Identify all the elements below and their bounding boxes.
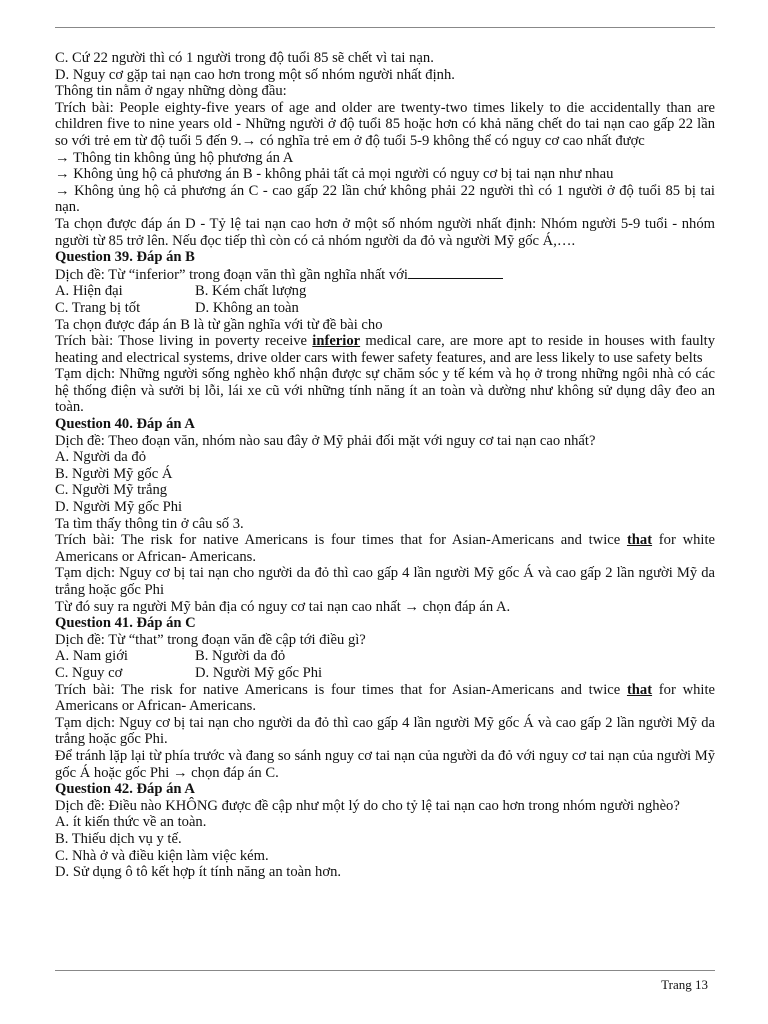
- page-number: Trang 13: [661, 977, 708, 992]
- question-prompt: [55, 266, 715, 284]
- paragraph: Trích bài: People eighty-five years of age and older are twenty-two times likely to die accidentally than are children five to nine years old - Những người ở độ tuổi 85 hoặc hơn có khả năng chết do tai nạn cao gấp 22 lần so với trẻ em từ độ tuổi 5 đến 9.→ có nghĩa trẻ em ở độ tuổi 5-9 không thể có nguy cơ cao nhất được: [55, 99, 715, 149]
- excerpt-text: for white Americans or African- Americans.: [55, 532, 715, 565]
- paragraph: Ta tìm thấy thông tin ở câu số 3.: [55, 515, 244, 532]
- document-body: [55, 50, 715, 881]
- question-prompt: Dịch đề: Từ “that” trong đoạn văn đề cập tới điều gì?: [55, 631, 366, 648]
- paragraph: Thông tin nằm ở ngay những dòng đầu:: [55, 83, 287, 100]
- excerpt: [55, 333, 715, 366]
- highlighted-word: that: [626, 681, 653, 698]
- translation: Tạm dịch: Những người sống nghèo khổ nhận được sự chăm sóc y tế kém và họ ở trong những ngôi nhà có các hệ thống điện và sưởi bị lỗi, lái xe cũ với những tính năng ít an toàn và dường như không sử dụng dây đeo an toàn.: [55, 366, 715, 416]
- option-c: C. Nhà ở và điều kiện làm việc kém.: [55, 847, 269, 864]
- option-d: D. Sử dụng ô tô kết hợp ít tính năng an toàn hơn.: [55, 864, 342, 881]
- excerpt-text: Trích bài: Those living in poverty receive: [55, 333, 313, 350]
- paragraph: Để tránh lặp lại từ phía trước và đang so sánh nguy cơ tai nạn của người da đỏ với nguy cơ tai nạn của người Mỹ gốc Á hoặc gốc Phi → chọn đáp án C.: [55, 747, 715, 781]
- option-b: B. Người da đỏ: [195, 648, 286, 665]
- option-d: D. Người Mỹ gốc Phi: [195, 664, 323, 681]
- paragraph: → Thông tin không ủng hộ phương án A: [55, 149, 294, 166]
- header-rule: [55, 27, 715, 28]
- highlighted-word: inferior: [312, 333, 361, 350]
- paragraph: Ta chọn được đáp án D - Tỷ lệ tai nạn cao hơn ở một số nhóm người nhất định: Nhóm người 5-9 tuổi - nhóm người từ 85 trở lên. Nếu đọc tiếp thì còn có cả nhóm người da đỏ và người Mỹ gốc Á,….: [55, 215, 715, 249]
- highlighted-word: that: [626, 532, 653, 549]
- footer-rule: [55, 970, 715, 971]
- question-prompt: Dịch đề: Điều nào KHÔNG được đề cập như một lý do cho tỷ lệ tai nạn cao hơn trong nhóm người nghèo?: [55, 797, 680, 814]
- answer-blank: [408, 266, 503, 279]
- paragraph: → Không ủng hộ cả phương án B - không phải tất cả mọi người có nguy cơ bị tai nạn như nhau: [55, 166, 614, 183]
- option-c: C. Trang bị tốt: [55, 299, 141, 316]
- question-prompt: Dịch đề: Theo đoạn văn, nhóm nào sau đây ở Mỹ phải đối mặt với nguy cơ tai nạn cao nhất?: [55, 432, 596, 449]
- paragraph: Từ đó suy ra người Mỹ bản địa có nguy cơ tai nạn cao nhất → chọn đáp án A.: [55, 598, 511, 615]
- question-heading: Question 42. Đáp án A: [55, 781, 195, 798]
- question-heading: Question 39. Đáp án B: [55, 249, 195, 266]
- option-a: A. ít kiến thức về an toàn.: [55, 814, 207, 831]
- option-c: C. Người Mỹ trắng: [55, 482, 168, 499]
- option-line: C. Cứ 22 người thì có 1 người trong độ tuổi 85 sẽ chết vì tai nạn.: [55, 50, 434, 66]
- option-b: B. Người Mỹ gốc Á: [55, 465, 173, 482]
- excerpt: [55, 532, 715, 565]
- options-row: [55, 283, 715, 300]
- option-a: A. Người da đỏ: [55, 449, 147, 466]
- excerpt: [55, 682, 715, 715]
- prompt-text: Dịch đề: Từ “inferior” trong đoạn văn thì gần nghĩa nhất với: [55, 266, 408, 283]
- option-line: D. Nguy cơ gặp tai nạn cao hơn trong một số nhóm người nhất định.: [55, 66, 455, 83]
- paragraph: → Không ủng hộ cả phương án C - cao gấp 22 lần chứ không phải 22 người thì có 1 người ở độ tuổi 85 bị tai nạn.: [55, 182, 715, 216]
- option-d: D. Người Mỹ gốc Phi: [55, 499, 183, 516]
- options-row: [55, 648, 715, 665]
- excerpt-text: Trích bài: The risk for native Americans is four times that for Asian-Americans and twice: [55, 681, 627, 698]
- option-d: D. Không an toàn: [195, 299, 299, 316]
- options-row: [55, 665, 715, 682]
- translation: Tạm dịch: Nguy cơ bị tai nạn cho người da đỏ thì cao gấp 4 lần người Mỹ gốc Á và cao gấp 2 lần người Mỹ da trắng hoặc gốc Phi.: [55, 714, 715, 748]
- excerpt-text: Trích bài: The risk for native Americans is four times that for Asian-Americans and twice: [55, 532, 627, 549]
- option-c: C. Nguy cơ: [55, 664, 123, 681]
- question-heading: Question 41. Đáp án C: [55, 615, 196, 632]
- option-b: B. Kém chất lượng: [195, 283, 307, 300]
- options-row: [55, 300, 715, 317]
- paragraph: Ta chọn được đáp án B là từ gần nghĩa với từ đề bài cho: [55, 316, 383, 333]
- translation: Tạm dịch: Nguy cơ bị tai nạn cho người da đỏ thì cao gấp 4 lần người Mỹ gốc Á và cao gấp 2 lần người Mỹ da trắng hoặc gốc Phi: [55, 565, 715, 598]
- option-a: A. Nam giới: [55, 648, 128, 665]
- option-b: B. Thiếu dịch vụ y tế.: [55, 830, 182, 847]
- question-heading: Question 40. Đáp án A: [55, 416, 195, 433]
- excerpt-text: medical care, are more apt to reside in houses with faulty heating and electrical systems, drive older cars with fewer safety features, and are less likely to use safety belts: [55, 333, 715, 366]
- option-a: A. Hiện đại: [55, 283, 123, 300]
- excerpt-text: for white Americans or African- Americans.: [55, 681, 715, 715]
